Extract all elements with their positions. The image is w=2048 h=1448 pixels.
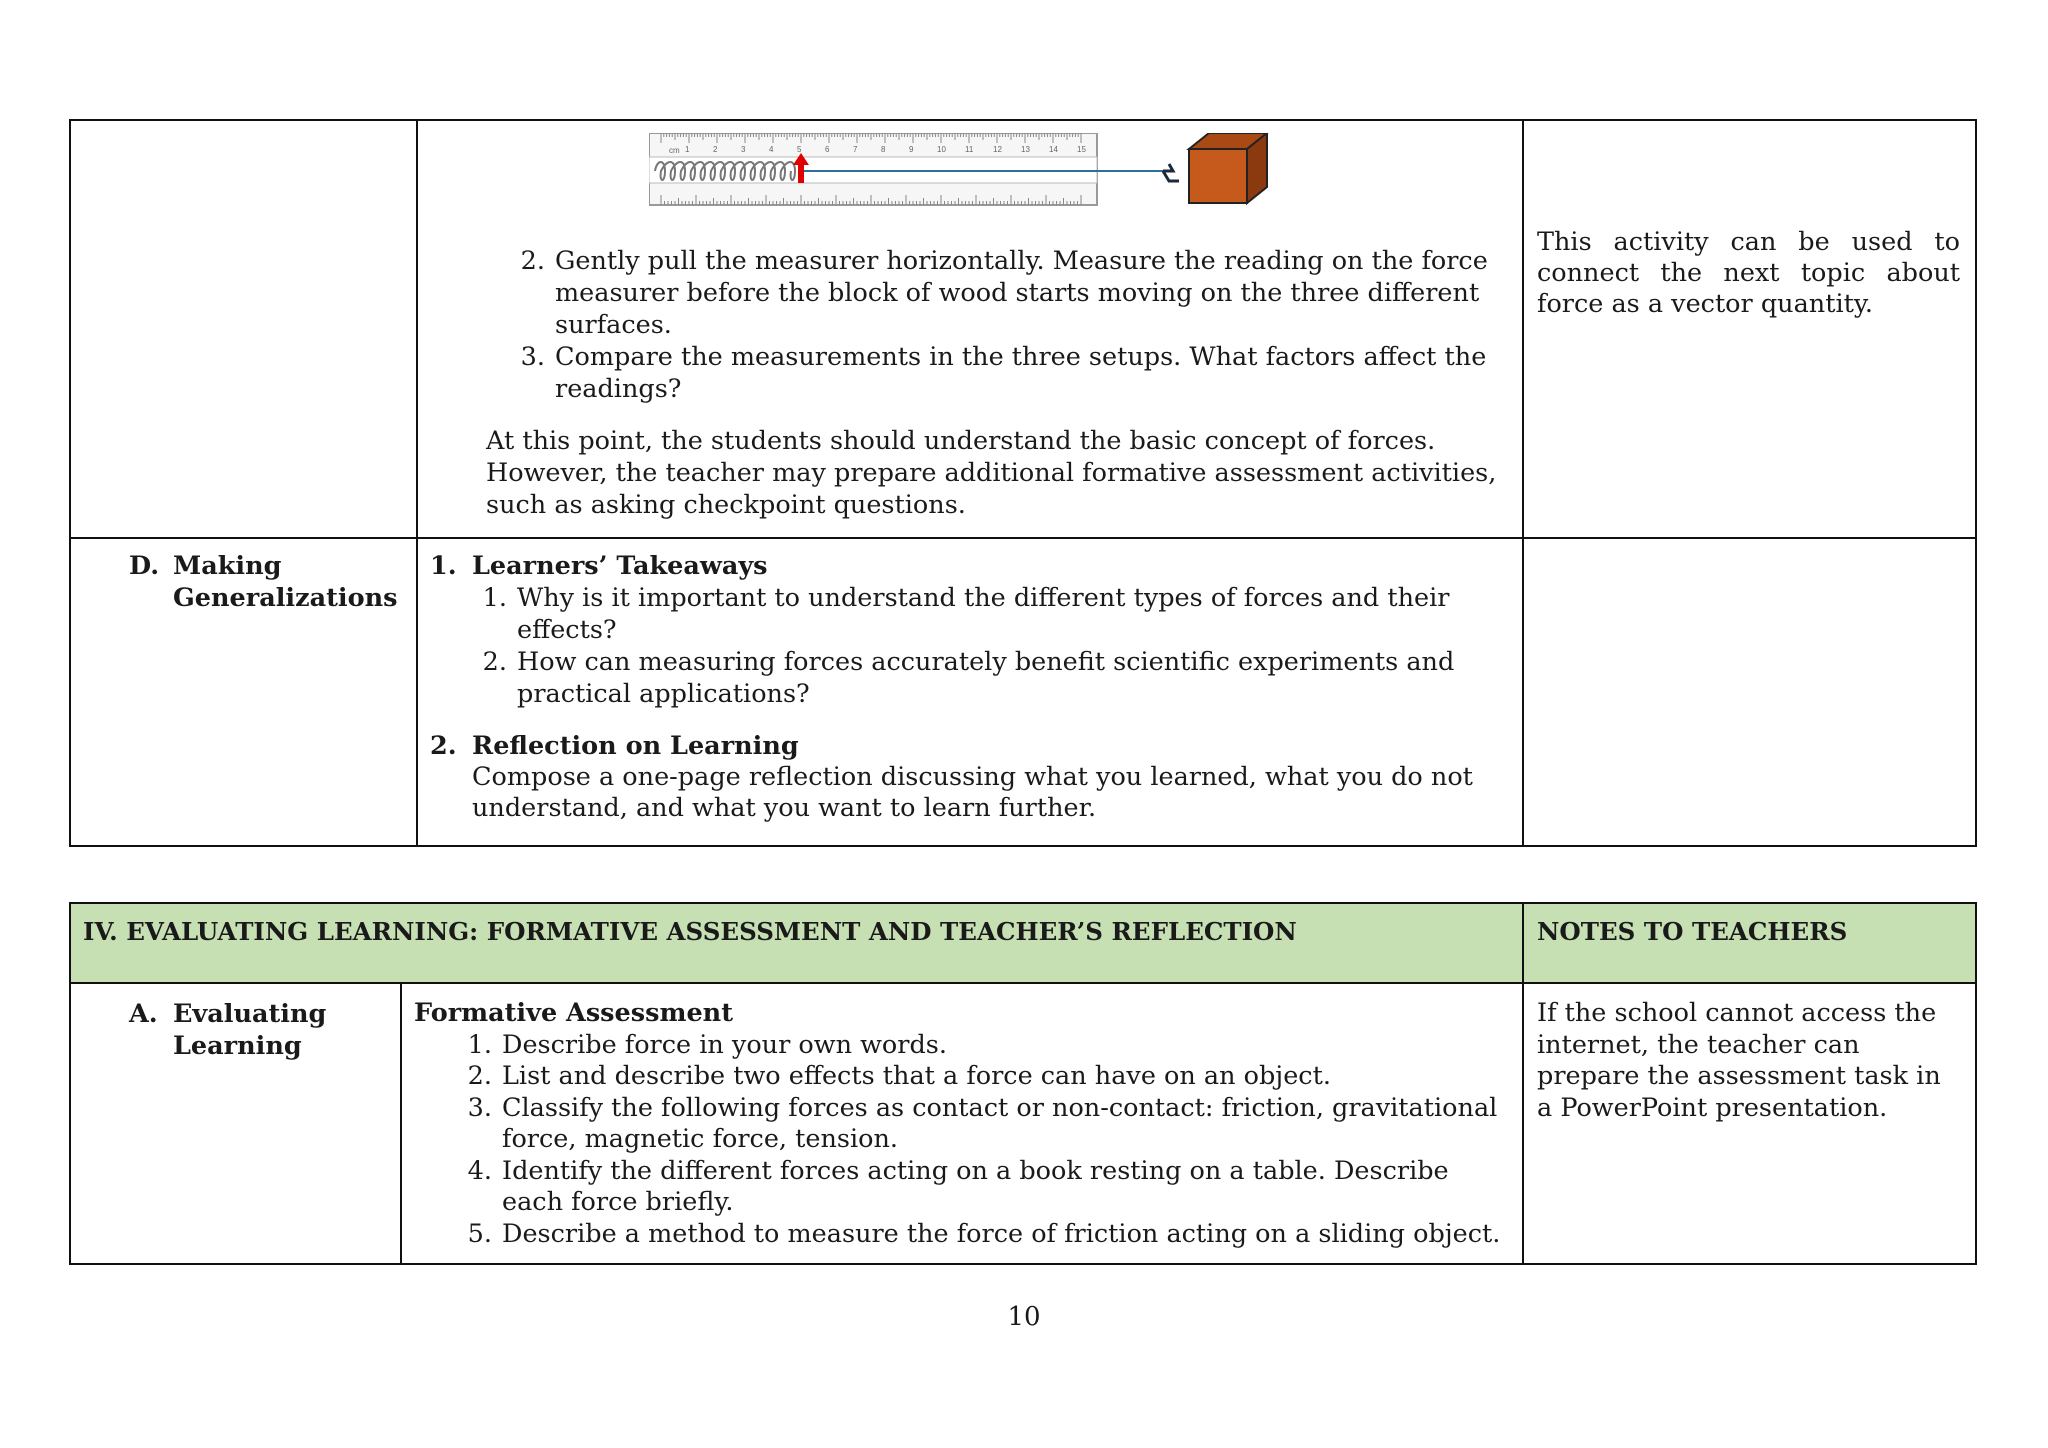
item-text: Classify the following forces as contact or non-contact: friction, gravitational force, magnetic force, tension. [502, 1092, 1498, 1154]
item-number: 1. [482, 583, 507, 613]
lesson-table-continued [69, 119, 1977, 847]
item-text: Gently pull the measurer horizontally. Measure the reading on the force measurer before the block of wood starts moving on the three different surfaces. [555, 246, 1488, 340]
section-label-line: Making [173, 551, 282, 581]
heading-number: 1. [430, 551, 457, 581]
item-number: 3. [467, 1092, 492, 1123]
assessment-row [70, 983, 1976, 1264]
item-number: 3. [520, 342, 545, 372]
section-label-line: Learning [173, 1031, 302, 1061]
item-text: List and describe two effects that a force can have on an object. [502, 1061, 1331, 1091]
header-notes-cell [1523, 903, 1976, 983]
activity-cell [417, 120, 1523, 538]
heading-text: Reflection on Learning [472, 731, 799, 761]
item-number: 1. [467, 1029, 492, 1060]
formative-assessment [414, 998, 1502, 1250]
summary-paragraph: At this point, the students should understand the basic concept of forces. However, the teacher may prepare additional formative assessment activities, such as asking checkpoint questions. [486, 426, 1497, 520]
ruler-tick-label: 2 [713, 145, 718, 154]
page-number: 10 [1007, 1302, 1041, 1332]
ruler-tick-label: 3 [741, 145, 746, 154]
ruler-tick-label: 9 [909, 145, 914, 154]
assessment-title: Formative Assessment [414, 998, 733, 1028]
ruler-tick-label: 13 [1021, 145, 1030, 154]
notes-cell [1523, 120, 1976, 538]
item-number: 2. [467, 1061, 492, 1091]
section-label-cell [70, 983, 401, 1264]
item-text: Why is it important to understand the different types of forces and their effects? [517, 583, 1450, 645]
ruler-tick-label: 4 [769, 145, 774, 154]
ruler-tick-label: 15 [1077, 145, 1086, 154]
assessment-cell [401, 983, 1523, 1264]
ruler-unit-label: cm [669, 146, 680, 155]
section-label [129, 998, 400, 1062]
activity-row [70, 120, 1976, 538]
generalization-row [70, 538, 1976, 846]
item-text: Describe force in your own words. [502, 1029, 947, 1060]
header-main-cell [70, 903, 1523, 983]
reflection-heading [430, 730, 1502, 762]
assessment-questions [467, 1029, 1502, 1251]
list-item [467, 1218, 1502, 1251]
takeaway-questions [482, 582, 1502, 710]
ruler-tick-label: 12 [993, 145, 1002, 154]
teacher-note: If the school cannot access the internet, the teacher can prepare the assessment task in a PowerPoint presentation. [1537, 998, 1941, 1123]
ruler-tick-label: 1 [685, 145, 690, 154]
header-notes-title: NOTES TO TEACHERS [1537, 917, 1848, 946]
item-number: 2. [520, 246, 545, 276]
section-letter: A. [129, 999, 158, 1029]
item-number: 4. [467, 1155, 492, 1186]
item-text: How can measuring forces accurately benefit scientific experiments and practical applications? [517, 647, 1455, 709]
wood-block [1189, 133, 1267, 203]
item-number: 5. [467, 1218, 492, 1249]
list-item [482, 582, 1502, 646]
header-main-title: IV. EVALUATING LEARNING: FORMATIVE ASSESSMENT AND TEACHER’S REFLECTION [83, 917, 1297, 946]
evaluating-learning-table [69, 902, 1977, 1265]
reflection-section [430, 730, 1502, 824]
generalization-cell [417, 538, 1523, 846]
section-letter: D. [129, 551, 160, 581]
table-header-row [70, 903, 1976, 983]
ruler-tick-label: 11 [965, 145, 974, 154]
force-measurer-figure [649, 133, 1349, 223]
reflection-text: Compose a one-page reflection discussing what you learned, what you do not understand, and what you want to learn further. [472, 762, 1473, 823]
takeaways-heading [430, 550, 1502, 582]
ruler-tick-label: 10 [937, 145, 946, 154]
section-label [129, 550, 416, 614]
ruler-tick-label: 6 [825, 145, 830, 154]
ruler-tick-label: 8 [881, 145, 886, 154]
ruler-tick-label: 14 [1049, 145, 1058, 154]
hook-icon [1163, 164, 1179, 181]
takeaways-section [430, 550, 1502, 710]
item-text: Describe a method to measure the force of friction acting on a sliding object. [502, 1218, 1501, 1249]
section-label-line: Generalizations [173, 583, 398, 613]
item-text: Compare the measurements in the three setups. What factors affect the readings? [555, 342, 1487, 404]
item-text: Identify the different forces acting on a book resting on a table. Describe each force briefly. [502, 1155, 1449, 1217]
heading-number: 2. [430, 731, 457, 761]
heading-text: Learners’ Takeaways [472, 551, 768, 581]
list-item [520, 341, 1494, 405]
list-item [482, 646, 1502, 710]
list-item [520, 245, 1494, 341]
empty-notes-cell [1523, 538, 1976, 846]
ruler-tick-label: 7 [853, 145, 858, 154]
section-label-line: Evaluating [173, 999, 327, 1029]
activity-steps [520, 245, 1494, 405]
list-item [467, 1061, 1502, 1093]
list-item [467, 1029, 1502, 1062]
teacher-note: This activity can be used to connect the next topic about force as a vector quantity. [1537, 227, 1960, 319]
section-label-cell [70, 538, 417, 846]
list-item [467, 1092, 1502, 1156]
list-item [467, 1155, 1502, 1219]
item-number: 2. [482, 647, 507, 677]
notes-cell [1523, 983, 1976, 1264]
ruler-scale [649, 133, 1097, 205]
ruler-tick-label: 5 [797, 145, 802, 154]
empty-label-cell [70, 120, 417, 538]
